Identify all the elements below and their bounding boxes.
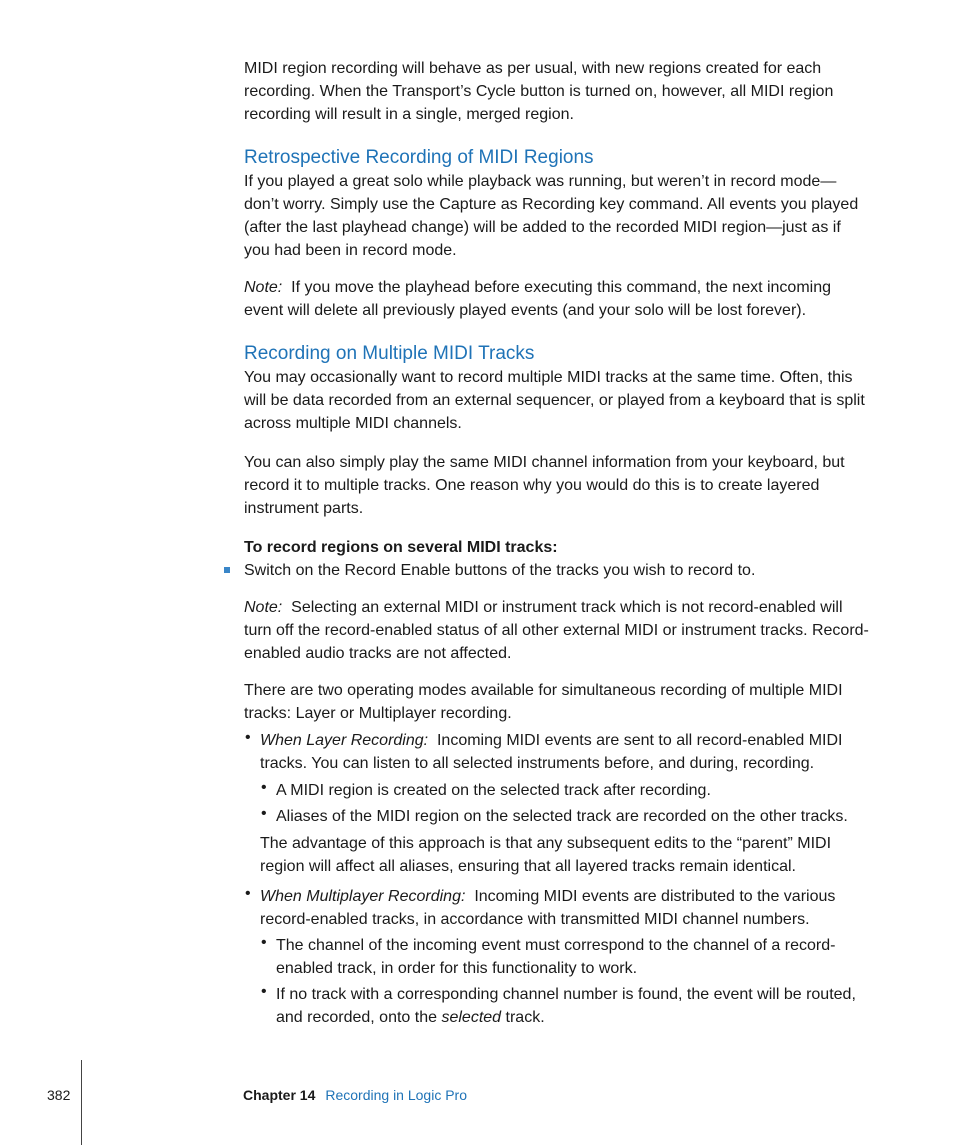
section-heading-retrospective: Retrospective Recording of MIDI Regions — [244, 147, 594, 168]
intro-paragraph: MIDI region recording will behave as per usual, with new regions created for each recording. When the Transport’s Cycle button is turned on, however, all MIDI region recording will result in a single, merged region. — [244, 60, 834, 123]
task-step-text: Switch on the Record Enable buttons of the tracks you wish to record to. — [244, 562, 756, 579]
layer-sub1-text: A MIDI region is created on the selected track after recording. — [276, 782, 711, 799]
footer-divider — [81, 1060, 82, 1145]
layer-label: When Layer Recording: — [260, 732, 429, 749]
square-bullet-icon — [224, 567, 230, 573]
note-text: If you move the playhead before executing this command, the next incoming event will delete all previously played events (and your solo will be lost forever). — [244, 279, 832, 319]
chapter-label: Chapter 14 — [243, 1087, 316, 1103]
note-label: Note: — [244, 279, 283, 296]
sub2-text-a: If no track with a corresponding channel number is found, the event will be routed, and recorded, onto the — [276, 986, 856, 1026]
task-heading: To record regions on several MIDI tracks: — [244, 539, 558, 556]
section-heading-multiple-tracks: Recording on Multiple MIDI Tracks — [244, 343, 535, 364]
bullet-icon: • — [245, 729, 251, 746]
modes-intro: There are two operating modes available for simultaneous recording of multiple MIDI tracks: Layer or Multiplayer recording. — [244, 682, 843, 722]
sub2-text-b: track. — [505, 1009, 545, 1026]
multiplayer-sub2-text — [276, 983, 870, 1029]
footer-chapter — [243, 1087, 467, 1103]
list-item-multiplayer-sub1 — [260, 934, 870, 980]
layer-sub2-text: Aliases of the MIDI region on the selected track are recorded on the other tracks. — [276, 808, 848, 825]
note-label: Note: — [244, 599, 283, 616]
chapter-title: Recording in Logic Pro — [325, 1087, 467, 1103]
multiplayer-label: When Multiplayer Recording: — [260, 888, 466, 905]
multiple-tracks-body-1: You may occasionally want to record multiple MIDI tracks at the same time. Often, this will be data recorded from an external sequencer, or played from a keyboard that is split across multiple MIDI channels. — [244, 369, 865, 432]
multiplayer-sub1-text: The channel of the incoming event must correspond to the channel of a record-enabled track, in order for this functionality to work. — [276, 937, 836, 977]
bullet-icon: • — [261, 983, 267, 1000]
list-item-layer-sub1 — [260, 779, 870, 802]
layer-followup: The advantage of this approach is that any subsequent edits to the “parent” MIDI region will affect all aliases, ensuring that all layered tracks remain identical. — [260, 835, 832, 875]
retrospective-body: If you played a great solo while playback was running, but weren’t in record mode—don’t worry. Simply use the Capture as Recording key command. All events you played (after the last playhead change) will be added to the recorded MIDI region—just as if you had been in record mode. — [244, 173, 859, 259]
multiple-tracks-note — [244, 596, 870, 665]
list-item-multiplayer — [244, 885, 870, 931]
page-number: 382 — [47, 1087, 71, 1103]
retrospective-note — [244, 276, 870, 322]
page-content — [244, 57, 870, 1029]
note-text: Selecting an external MIDI or instrument track which is not record-enabled will turn off the record-enabled status of all other external MIDI or instrument tracks. Record-enabled audio tracks are not affected. — [244, 599, 869, 662]
list-item-multiplayer-sub2 — [260, 983, 870, 1029]
bullet-icon: • — [261, 779, 267, 796]
multiplayer-description — [260, 885, 870, 931]
bullet-icon: • — [245, 885, 251, 902]
list-item-layer — [244, 729, 870, 775]
task-step — [244, 559, 870, 582]
list-item-layer-sub2 — [260, 805, 870, 828]
layer-text: Incoming MIDI events are sent to all record-enabled MIDI tracks. You can listen to all selected instruments before, and during, recording. — [260, 732, 843, 772]
multiple-tracks-body-2: You can also simply play the same MIDI channel information from your keyboard, but record it to multiple tracks. One reason why you would do this is to create layered instrument parts. — [244, 454, 845, 517]
multiplayer-text: Incoming MIDI events are distributed to the various record-enabled tracks, in accordance with transmitted MIDI channel numbers. — [260, 888, 836, 928]
layer-description — [260, 729, 870, 775]
bullet-icon: • — [261, 934, 267, 951]
bullet-icon: • — [261, 805, 267, 822]
sub2-text-emphasis: selected — [441, 1009, 502, 1026]
